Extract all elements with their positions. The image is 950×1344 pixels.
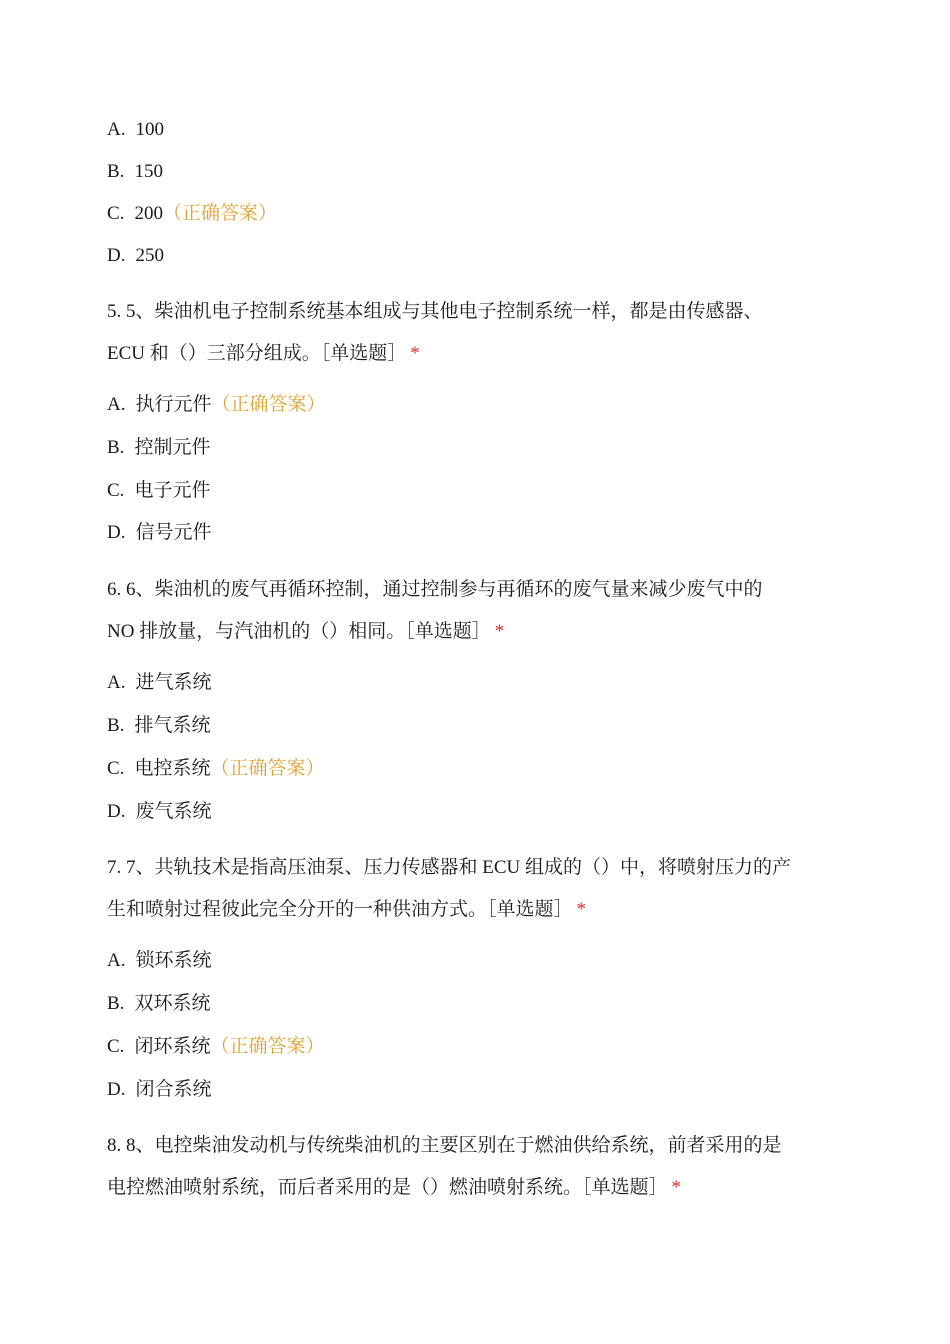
q5-text-line-1: 5. 5、柴油机电子控制系统基本组成与其他电子控制系统一样，都是由传感器、	[107, 301, 763, 322]
q7-option-b	[107, 992, 210, 1016]
option-text: 锁环系统	[135, 950, 212, 971]
option-text: 200	[134, 203, 163, 224]
option-letter: A.	[107, 119, 126, 140]
option-text: 150	[134, 161, 163, 182]
option-letter: B.	[107, 715, 125, 736]
option-text: 双环系统	[134, 993, 211, 1014]
q6-text-line-2	[107, 620, 504, 644]
q6-option-c	[107, 757, 324, 781]
q4-option-b	[107, 160, 163, 184]
correct-answer-tag: （正确答案）	[162, 203, 277, 224]
q7-text-line-2	[107, 898, 586, 922]
option-text: 进气系统	[135, 672, 212, 693]
correct-answer-tag: （正确答案）	[211, 394, 326, 415]
required-mark: *	[410, 343, 420, 364]
option-letter: B.	[107, 993, 125, 1014]
q7-option-a	[107, 949, 212, 973]
q6-text-line-1: 6. 6、柴油机的废气再循环控制，通过控制参与再循环的废气量来减少废气中的	[107, 579, 763, 600]
option-letter: D.	[107, 245, 126, 266]
q7-option-d	[107, 1078, 212, 1102]
correct-answer-tag: （正确答案）	[210, 1036, 325, 1057]
option-text: 排气系统	[134, 715, 211, 736]
q5-option-b	[107, 436, 210, 460]
option-letter: D.	[107, 1079, 126, 1100]
option-letter: A.	[107, 394, 126, 415]
q5-text-line-2	[107, 342, 420, 366]
option-letter: C.	[107, 203, 125, 224]
option-text: 100	[135, 119, 164, 140]
option-text: 250	[135, 245, 164, 266]
option-letter: C.	[107, 758, 125, 779]
q8-text-line-2	[107, 1176, 681, 1200]
option-text: 电子元件	[134, 480, 211, 501]
option-letter: B.	[107, 161, 125, 182]
option-text: 闭环系统	[134, 1036, 211, 1057]
option-letter: D.	[107, 522, 126, 543]
option-text: 信号元件	[135, 522, 212, 543]
required-mark: *	[671, 1177, 682, 1198]
question-text: 电控燃油喷射系统，而后者采用的是（）燃油喷射系统。［单选题］	[107, 1177, 668, 1198]
q5-option-c	[107, 479, 210, 503]
option-letter: A.	[107, 672, 126, 693]
q7-text-line-1: 7. 7、共轨技术是指高压油泵、压力传感器和 ECU 组成的（）中，将喷射压力的产	[107, 857, 792, 878]
q4-option-a	[107, 118, 164, 142]
q4-option-c	[107, 202, 277, 226]
question-text: NO 排放量，与汽油机的（）相同。［单选题］	[107, 621, 491, 642]
q4-option-d	[107, 244, 164, 268]
required-mark: *	[576, 899, 587, 920]
option-letter: C.	[107, 480, 125, 501]
q5-option-d	[107, 521, 212, 545]
option-text: 废气系统	[135, 801, 212, 822]
correct-answer-tag: （正确答案）	[210, 758, 325, 779]
q6-option-d	[107, 800, 212, 824]
option-letter: D.	[107, 801, 126, 822]
option-letter: A.	[107, 950, 126, 971]
option-text: 闭合系统	[135, 1079, 212, 1100]
q6-option-b	[107, 714, 210, 738]
option-letter: B.	[107, 437, 125, 458]
q6-option-a	[107, 671, 212, 695]
option-letter: C.	[107, 1036, 125, 1057]
q7-option-c	[107, 1035, 324, 1059]
question-text: ECU 和（）三部分组成。［单选题］	[107, 343, 407, 364]
option-text: 电控系统	[134, 758, 211, 779]
question-text: 生和喷射过程彼此完全分开的一种供油方式。［单选题］	[107, 899, 573, 920]
q5-option-a	[107, 393, 326, 417]
option-text: 执行元件	[135, 394, 212, 415]
option-text: 控制元件	[134, 437, 211, 458]
required-mark: *	[494, 621, 505, 642]
q8-text-line-1: 8. 8、电控柴油发动机与传统柴油机的主要区别在于燃油供给系统，前者采用的是	[107, 1135, 782, 1156]
